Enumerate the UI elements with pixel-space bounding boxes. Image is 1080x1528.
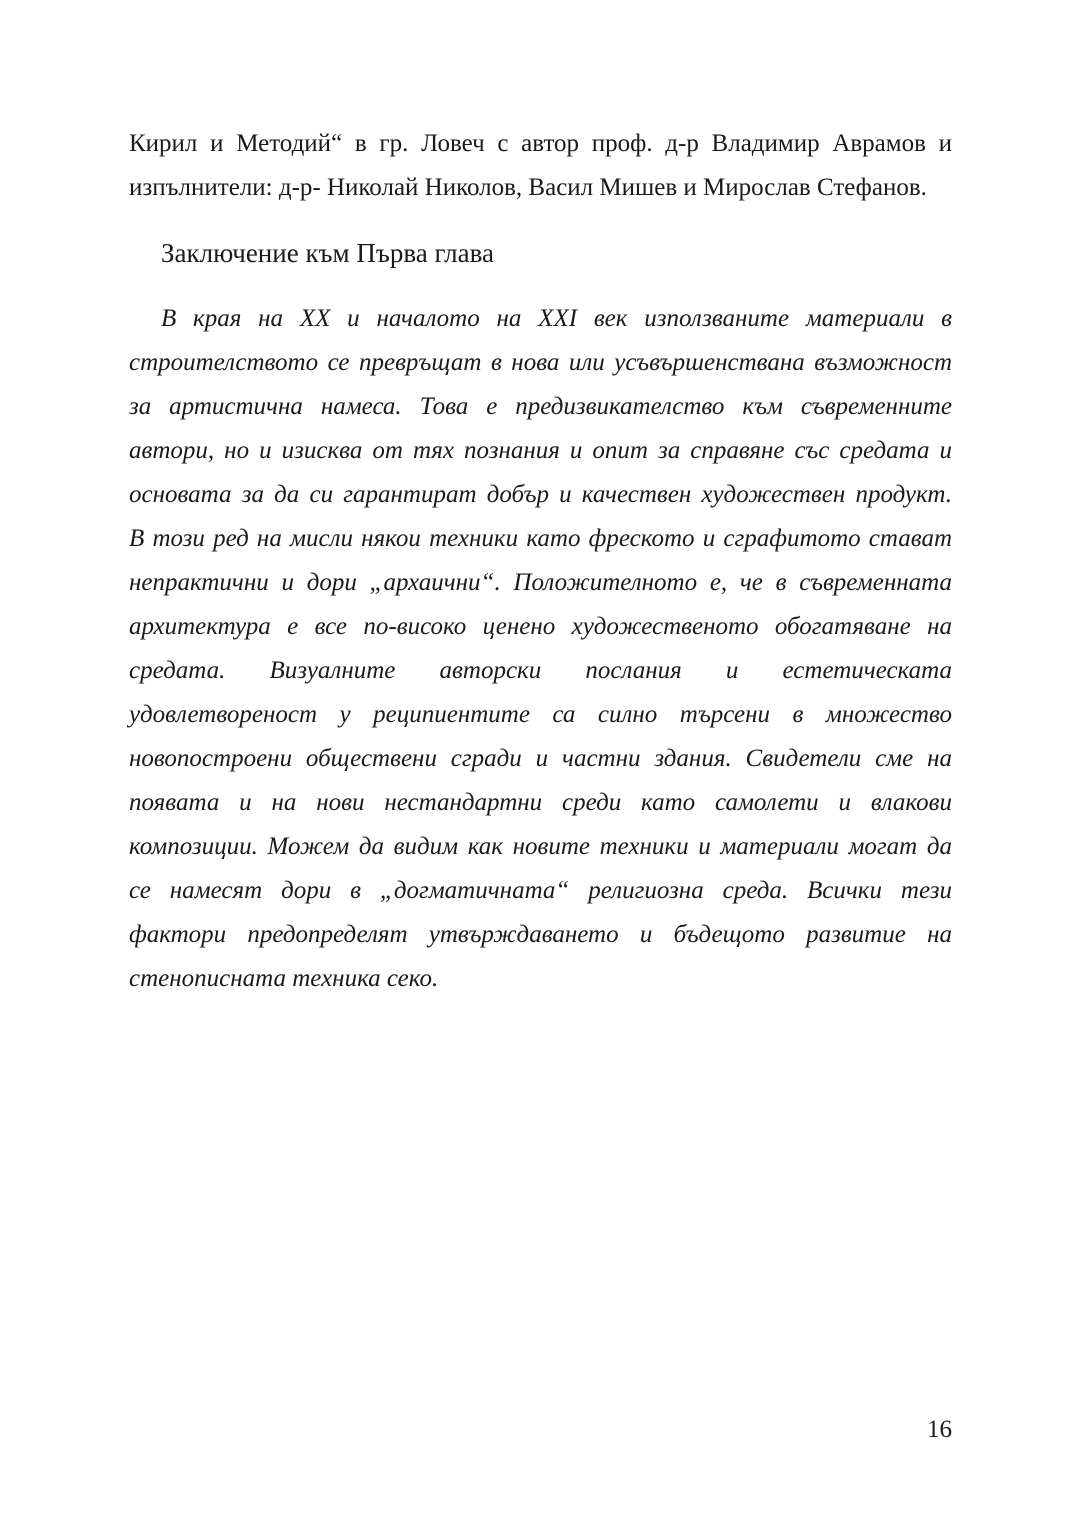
conclusion-line: основата за да си гарантират добър и качествен художествен продукт. — [129, 481, 952, 508]
conclusion-paragraph — [129, 297, 952, 1001]
conclusion-line: строителството се превръщат в нова или усъвършенствана възможност — [129, 349, 952, 376]
conclusion-line: В края на XX и началото на XXI век използваните материали в — [161, 305, 952, 332]
conclusion-line: удовлетвореност у реципиентите са силно търсени в множество — [129, 701, 952, 728]
conclusion-line: архитектура е все по-високо ценено художественото обогатяване на — [129, 613, 952, 640]
intro-paragraph — [129, 122, 952, 210]
section-heading: Заключение към Първа глава — [161, 238, 494, 268]
conclusion-line: стенописната техника секо. — [129, 965, 439, 992]
conclusion-line: новопостроени обществени сгради и частни здания. Свидетели сме на — [129, 745, 952, 772]
conclusion-line: непрактични и дори „архаични“. Положителното е, че в съвременната — [129, 569, 952, 596]
conclusion-line: средата. Визуалните авторски послания и естетическата — [129, 657, 952, 684]
page-number: 16 — [927, 1416, 952, 1443]
conclusion-line: се намесят дори в „догматичната“ религиозна среда. Всички тези — [129, 877, 952, 904]
conclusion-line: автори, но и изисква от тях познания и опит за справяне със средата и — [129, 437, 952, 464]
conclusion-line: композиции. Можем да видим как новите техники и материали могат да — [129, 833, 952, 860]
conclusion-line: В този ред на мисли някои техники като фреското и сграфитото стават — [129, 525, 952, 552]
intro-line: изпълнители: д-р- Николай Николов, Васил Мишев и Мирослав Стефанов. — [129, 174, 927, 201]
intro-line: Кирил и Методий“ в гр. Ловеч с автор проф. д-р Владимир Аврамов и — [129, 130, 952, 157]
conclusion-line: за артистична намеса. Това е предизвикателство към съвременните — [129, 393, 952, 420]
conclusion-line: появата и на нови нестандартни среди като самолети и влакови — [129, 789, 952, 816]
conclusion-line: фактори предопределят утвърждаването и бъдещото развитие на — [129, 921, 952, 948]
